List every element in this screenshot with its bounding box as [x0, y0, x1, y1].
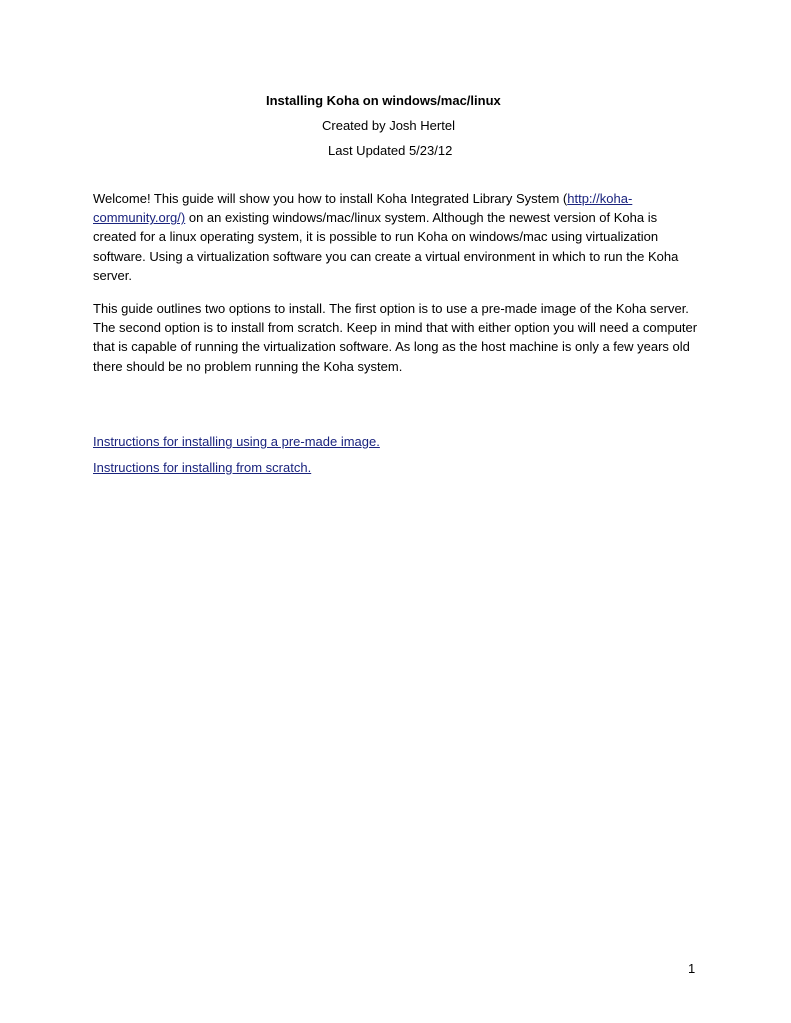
document-author: Created by Josh Hertel	[322, 118, 455, 133]
options-paragraph-text: This guide outlines two options to install. The first option is to use a pre-made image of the Koha server. The second option is to install from scratch. Keep in mind that with either option you will need a computer that is capable of running the virtualization software. As long as the host machine is only a few years old there should be no problem running the Koha system.	[93, 301, 698, 374]
scratch-install-instructions-link[interactable]: Instructions for installing from scratch.	[93, 460, 312, 475]
document-title: Installing Koha on windows/mac/linux	[266, 93, 501, 108]
premade-image-instructions-link[interactable]: Instructions for installing using a pre-made image.	[93, 434, 380, 449]
intro-paragraph	[93, 189, 703, 285]
options-paragraph	[93, 299, 703, 376]
document-last-updated: Last Updated 5/23/12	[328, 143, 453, 158]
intro-text-start: Welcome! This guide will show you how to install Koha Integrated Library System (	[93, 191, 568, 206]
instruction-links	[93, 432, 380, 484]
koha-community-link[interactable]: http://koha-community.org/)	[93, 191, 633, 226]
page-number: 1	[688, 961, 696, 976]
intro-text-end: on an existing windows/mac/linux system. Although the newest version of Koha is created for a linux operating system, it is possible to run Koha on windows/mac using virtualization software. Using a virtualization software you can create a virtual environment in which to run the Koha server.	[93, 210, 679, 283]
